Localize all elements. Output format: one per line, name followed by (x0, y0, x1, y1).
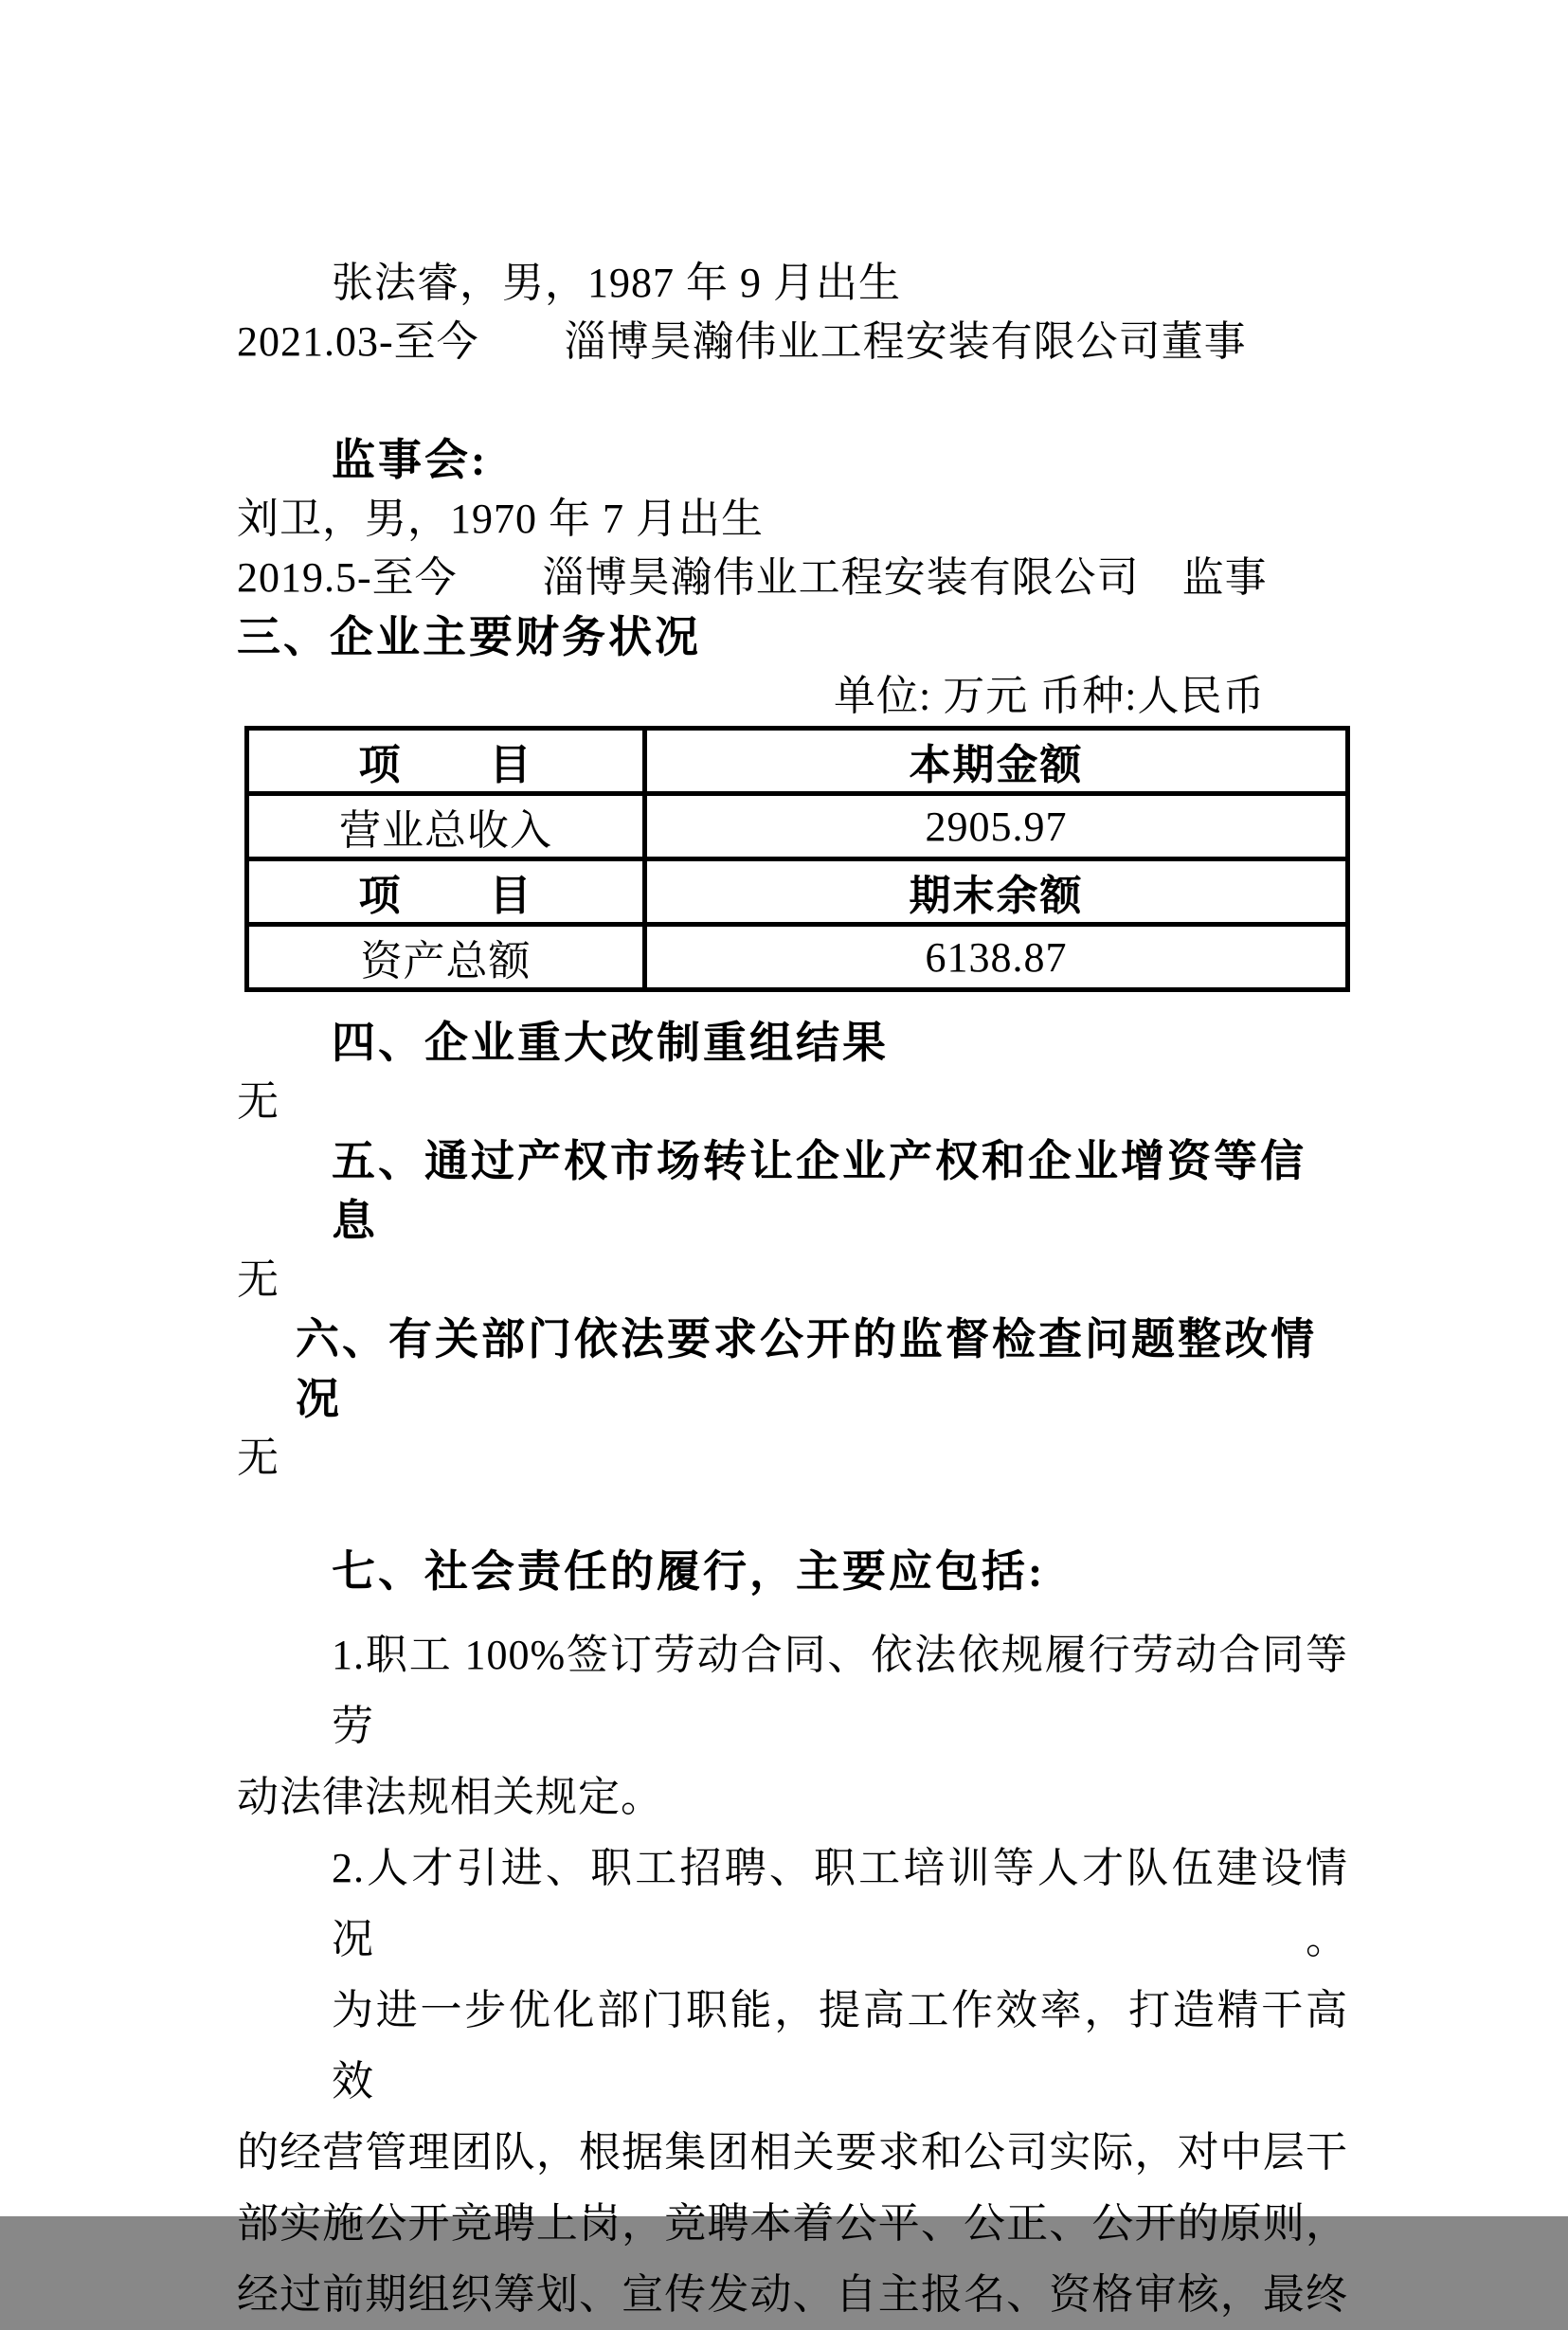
table-row (247, 925, 1348, 990)
director-tenure-line: 2021.03-至今 淄博昊瀚伟业工程安装有限公司董事 (237, 318, 1247, 365)
section4-content: 无 (237, 1078, 279, 1125)
table-unit-note: 单位: 万元 币种:人民币 (834, 673, 1266, 719)
table-cell-revenue-label: 营业总收入 (247, 794, 645, 859)
section6-heading: 六、有关部门依法要求公开的监督检查问题整改情况 (296, 1315, 1317, 1423)
table-cell-revenue-value: 2905.97 (645, 794, 1348, 859)
table-header-current-amount: 本期金额 (645, 729, 1348, 794)
paragraph3-line4: 经过前期组织筹划、宣传发动、自主报名、资格审核，最终 (237, 2271, 1348, 2318)
table-cell-assets-label: 资产总额 (247, 925, 645, 990)
table-header-ending-balance: 期末余额 (645, 859, 1348, 925)
table-header-row (247, 729, 1348, 794)
section5-heading: 五、通过产权市场转让企业产权和企业增资等信息 (332, 1137, 1307, 1245)
supervisor-tenure-line: 2019.5-至今 淄博昊瀚伟业工程安装有限公司 监事 (237, 554, 1268, 601)
paragraph3-line2: 的经营管理团队，根据集团相关要求和公司实际，对中层干 (237, 2129, 1348, 2176)
supervisor-bio-line: 刘卫，男，1970 年 7 月出生 (237, 496, 764, 542)
director-bio-line: 张法睿，男，1987 年 9 月出生 (332, 260, 901, 306)
supervisory-board-heading: 监事会: (332, 436, 489, 484)
table-cell-assets-value: 6138.87 (645, 925, 1348, 990)
paragraph1-line2: 动法律法规相关规定。 (237, 1774, 663, 1820)
paragraph1-line1: 1.职工 100%签订劳动合同、依法依规履行劳动合同等劳 (332, 1632, 1348, 1749)
table-header-row (247, 859, 1348, 925)
section3-heading: 三、企业主要财务状况 (237, 613, 701, 661)
paragraph2: 2.人才引进、职工招聘、职工培训等人才队伍建设情况。 (332, 1845, 1348, 1962)
paragraph3-line1: 为进一步优化部门职能，提高工作效率，打造精干高效 (332, 1987, 1348, 2104)
table-header-item: 项 目 (247, 729, 645, 794)
financial-table (244, 726, 1350, 992)
section7-heading: 七、社会责任的履行，主要应包括: (332, 1547, 1046, 1596)
section4-heading: 四、企业重大改制重组结果 (332, 1019, 889, 1067)
section6-content: 无 (237, 1435, 279, 1481)
section5-content: 无 (237, 1256, 279, 1303)
paragraph3-line3: 部实施公开竞聘上岗，竞聘本着公平、公正、公开的原则， (237, 2200, 1348, 2247)
table-row (247, 794, 1348, 859)
table-header-item: 项 目 (247, 859, 645, 925)
